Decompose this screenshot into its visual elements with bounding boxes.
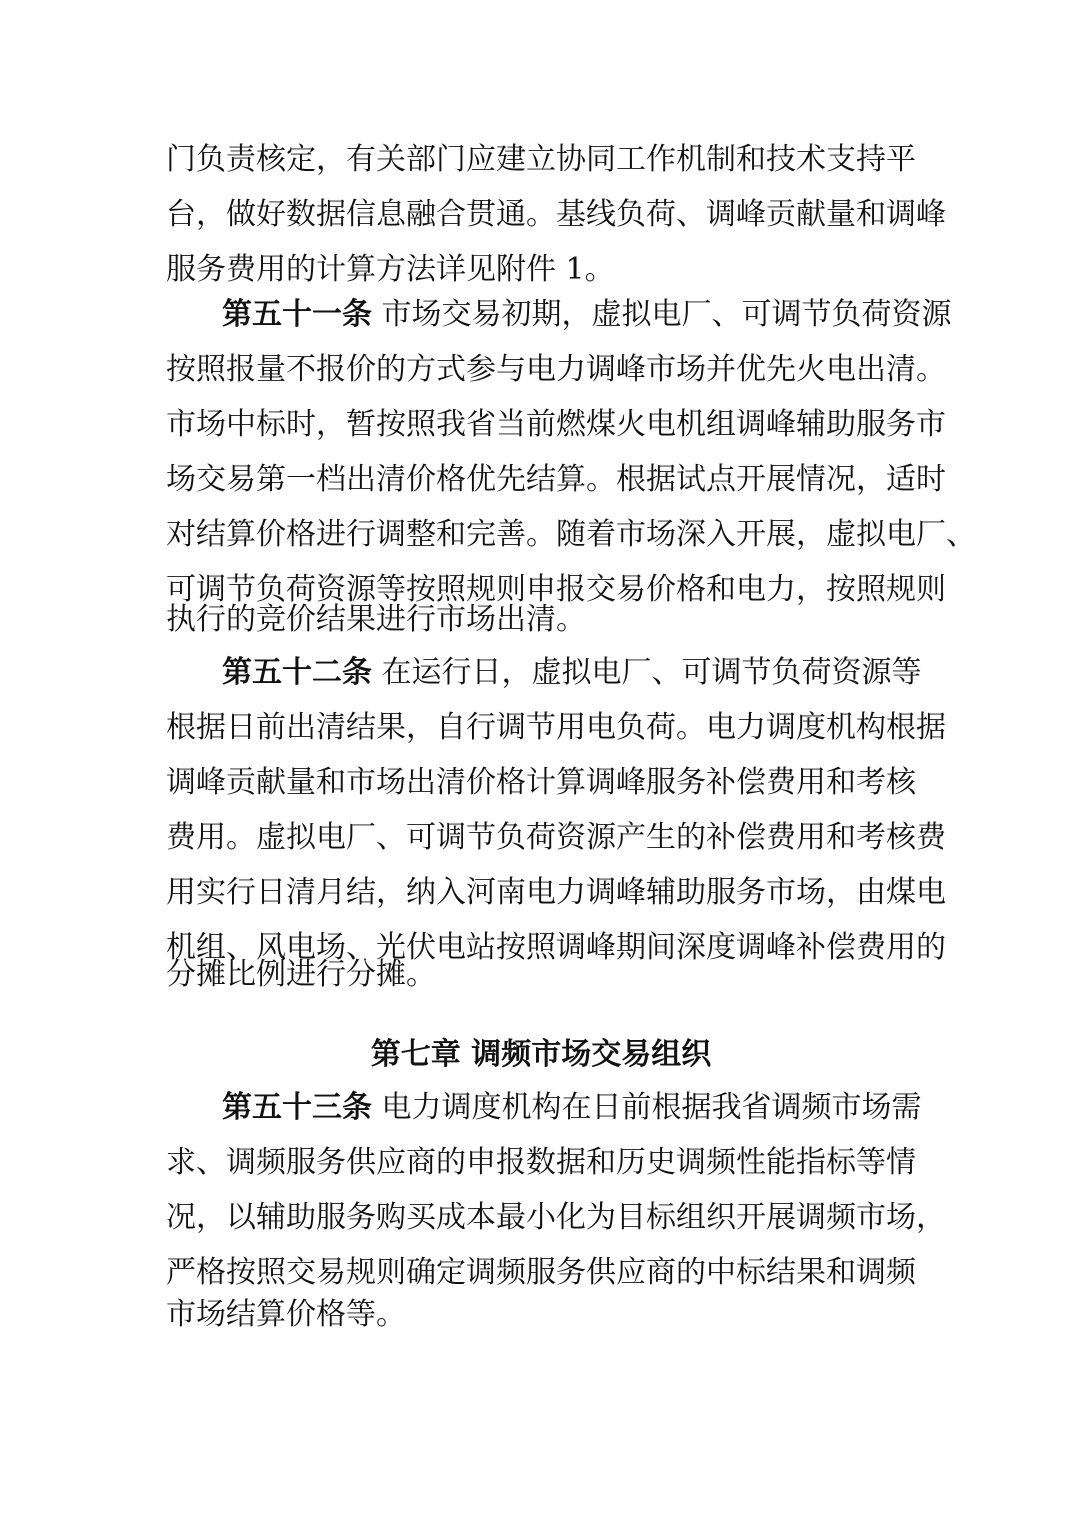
article-52-text: 在运行日，虚拟电厂、可调节负荷资源等 [381, 655, 922, 690]
text-line: 机组、风电场、光伏电站按照调峰期间深度调峰补偿费用的 [166, 930, 946, 965]
text-line: 况，以辅助服务购买成本最小化为目标组织开展调频市场， [166, 1200, 946, 1235]
article-51-text: 市场交易初期，虚拟电厂、可调节负荷资源 [381, 297, 952, 332]
text-line: 场交易第一档出清价格优先结算。根据试点开展情况，适时 [166, 462, 946, 497]
text-line: 求、调频服务供应商的申报数据和历史调频性能指标等情 [166, 1145, 916, 1180]
text-line: 用实行日清月结，纳入河南电力调峰辅助服务市场，由煤电 [166, 875, 946, 910]
article-53-label: 第五十三条 [222, 1090, 372, 1125]
text-line: 台，做好数据信息融合贯通。基线负荷、调峰贡献量和调峰 [166, 197, 946, 232]
text-line: 服务费用的计算方法详见附件 1。 [166, 252, 615, 287]
article-51-first-line [222, 297, 952, 332]
article-52-label: 第五十二条 [222, 655, 372, 690]
text-line: 根据日前出清结果，自行调节用电负荷。电力调度机构根据 [166, 710, 946, 745]
text-line: 费用。虚拟电厂、可调节负荷资源产生的补偿费用和考核费 [166, 820, 946, 855]
text-line: 可调节负荷资源等按照规则申报交易价格和电力，按照规则 [166, 572, 946, 607]
text-line: 执行的竞价结果进行市场出清。 [166, 602, 586, 637]
text-line: 按照报量不报价的方式参与电力调峰市场并优先火电出清。 [166, 352, 946, 387]
article-52-first-line [222, 655, 922, 690]
text-line: 严格按照交易规则确定调频服务供应商的中标结果和调频 [166, 1255, 916, 1290]
text-line: 分摊比例进行分摊。 [166, 957, 436, 992]
article-53-first-line [222, 1090, 922, 1125]
article-51-label: 第五十一条 [222, 297, 372, 332]
text-line: 市场结算价格等。 [166, 1297, 406, 1332]
chapter-heading: 第七章 调频市场交易组织 [370, 1037, 712, 1072]
text-line: 对结算价格进行调整和完善。随着市场深入开展，虚拟电厂、 [166, 517, 976, 552]
text-line: 门负责核定，有关部门应建立协同工作机制和技术支持平 [166, 142, 916, 177]
text-line: 市场中标时，暂按照我省当前燃煤火电机组调峰辅助服务市 [166, 407, 946, 442]
text-line: 调峰贡献量和市场出清价格计算调峰服务补偿费用和考核 [166, 765, 916, 800]
article-53-text: 电力调度机构在日前根据我省调频市场需 [381, 1090, 922, 1125]
